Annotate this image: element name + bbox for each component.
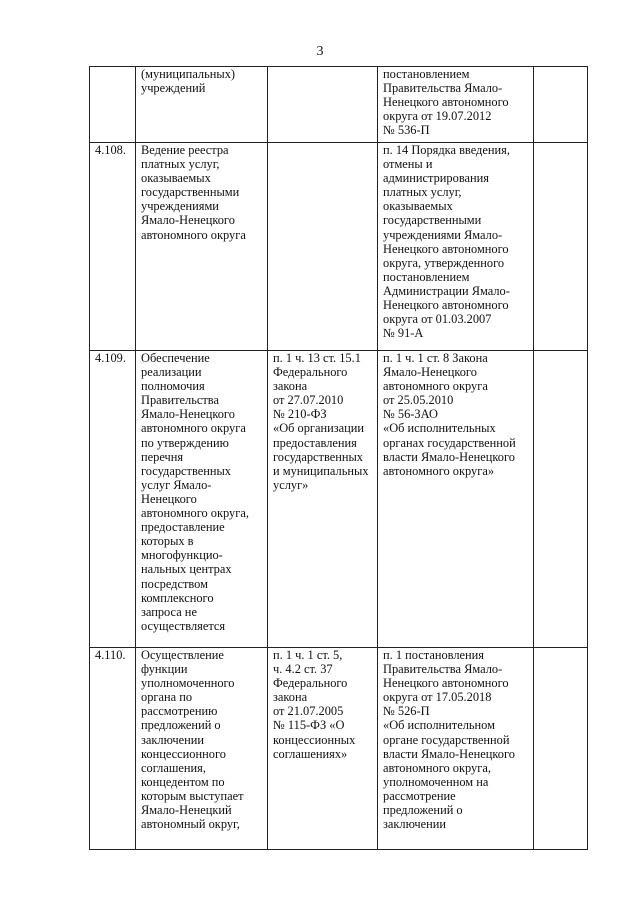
cell-function-name: (муниципальных) учреждений (136, 67, 268, 143)
cell-regional-basis: постановлением Правительства Ямало- Ненецкого автономного округа от 19.07.2012 № 536-П (378, 67, 534, 143)
cell-number: 4.108. (90, 143, 136, 351)
table-row (90, 67, 588, 143)
cell-federal-basis: п. 1 ч. 1 ст. 5, ч. 4.2 ст. 37 Федерального закона от 21.07.2005 № 115-ФЗ «О концессионных соглашениях» (268, 648, 378, 850)
cell-regional-basis: п. 14 Порядка введения, отмены и администрирования платных услуг, оказываемых государственными учреждениями Ямало- Ненецкого автономного округа, утвержденного постановлением Администрации Ямало- Ненецкого автономного округа от 01.03.2007 № 91-А (378, 143, 534, 351)
powers-table (89, 66, 588, 850)
cell-function-name: Осуществление функции уполномоченного органа по рассмотрению предложений о заключении концессионного соглашения, концедентом по которым выступает Ямало-Ненецкий автономный округ, (136, 648, 268, 850)
cell-extra (534, 648, 588, 850)
cell-function-name: Обеспечение реализации полномочия Правительства Ямало-Ненецкого автономного округа по утверждению перечня государственных услуг Ямало- Ненецкого автономного округа, предоставление которых в многофункцио- нальных центрах посредством комплексного запроса не осуществляется (136, 351, 268, 648)
table-row (90, 143, 588, 351)
table-row (90, 351, 588, 648)
cell-federal-basis (268, 67, 378, 143)
cell-extra (534, 143, 588, 351)
cell-function-name: Ведение реестра платных услуг, оказываемых государственными учреждениями Ямало-Ненецкого автономного округа (136, 143, 268, 351)
page-number: 3 (316, 44, 324, 59)
table-row (90, 648, 588, 850)
cell-number (90, 67, 136, 143)
cell-regional-basis: п. 1 постановления Правительства Ямало- Ненецкого автономного округа от 17.05.2018 № 526-П «Об исполнительном органе государственной власти Ямало-Ненецкого автономного округа, уполномоченном на рассмотрение предложений о заключении (378, 648, 534, 850)
cell-number: 4.109. (90, 351, 136, 648)
cell-regional-basis: п. 1 ч. 1 ст. 8 Закона Ямало-Ненецкого автономного округа от 25.05.2010 № 56-ЗАО «Об исполнительных органах государственной власти Ямало-Ненецкого автономного округа» (378, 351, 534, 648)
cell-extra (534, 67, 588, 143)
cell-federal-basis (268, 143, 378, 351)
cell-federal-basis: п. 1 ч. 13 ст. 15.1 Федерального закона от 27.07.2010 № 210-ФЗ «Об организации предоставления государственных и муниципальных услуг» (268, 351, 378, 648)
cell-extra (534, 351, 588, 648)
cell-number: 4.110. (90, 648, 136, 850)
